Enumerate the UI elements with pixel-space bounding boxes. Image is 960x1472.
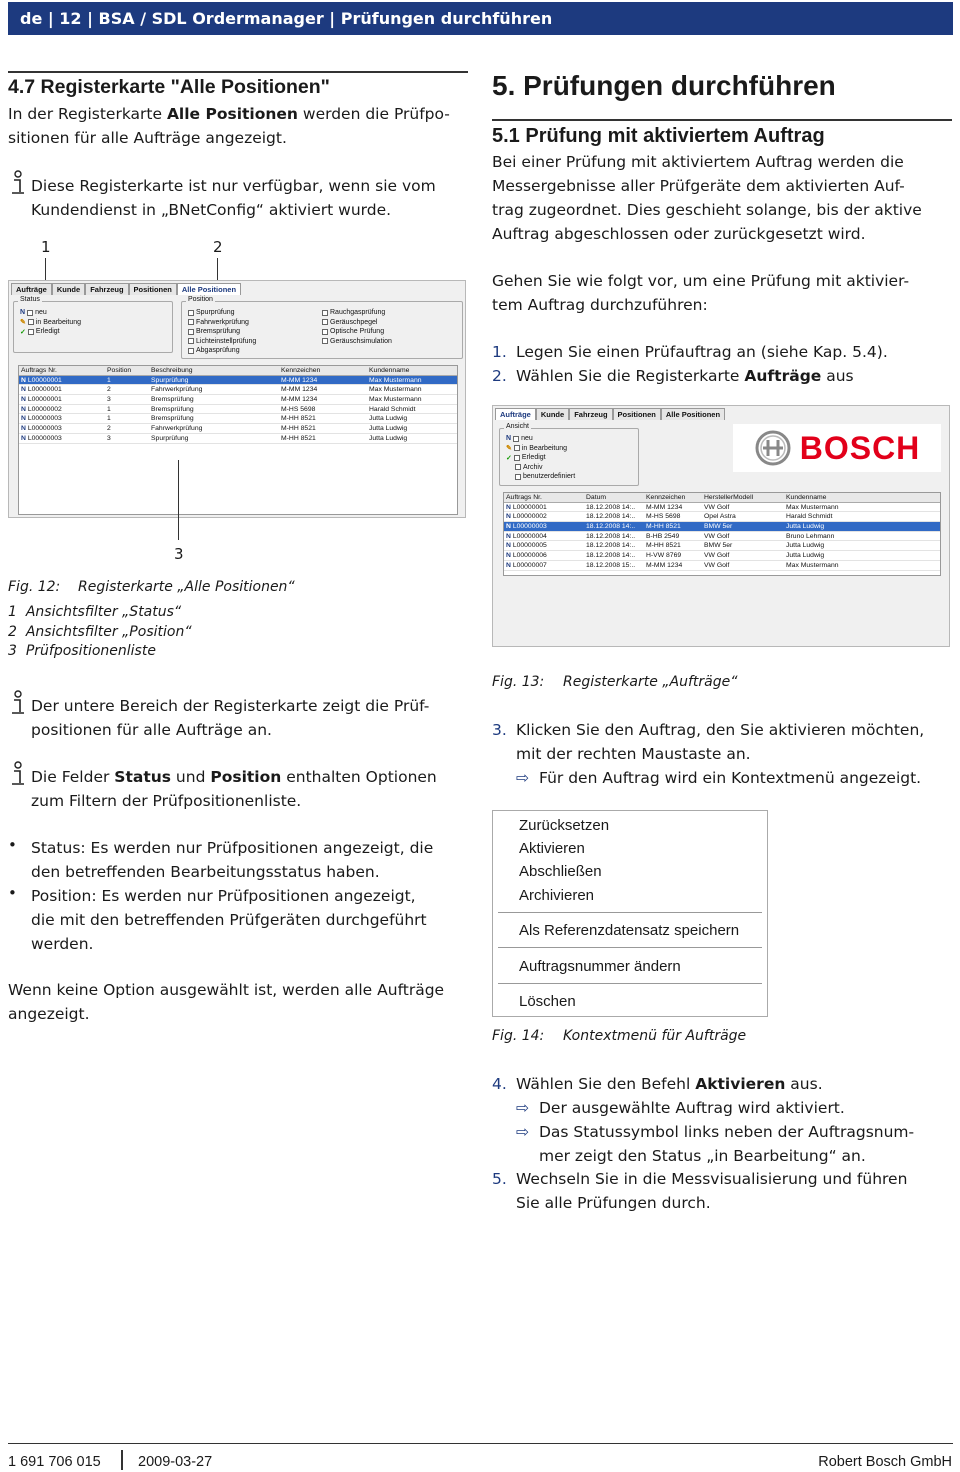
pos-opt-geraeusch[interactable]: Geräuschpegel — [322, 318, 392, 328]
table-cell: Spurprüfung — [151, 376, 189, 384]
col-kundenname[interactable]: Kundenname — [786, 494, 827, 501]
tab-bar — [495, 408, 725, 420]
bosch-armature-icon — [754, 429, 792, 467]
page-header: de | 12 | BSA / SDL Ordermanager | Prüfungen durchführen — [8, 2, 953, 35]
table-cell: BMW 5er — [704, 542, 733, 550]
table-cell: VW Golf — [704, 561, 730, 569]
step-4-text: Wählen Sie den Befehl Aktivieren aus. — [516, 1075, 823, 1093]
status-filter-title: Status — [20, 296, 40, 303]
table-cell: M-MM 1234 — [281, 376, 318, 384]
note-3-line-1: Die Felder Status und Position enthalten Optionen — [31, 768, 437, 786]
table-row[interactable] — [504, 551, 940, 561]
bullet-2-line-1: Position: Es werden nur Prüfpositionen angezeigt, — [31, 887, 416, 905]
step-5-number: 5. — [492, 1170, 507, 1188]
table-cell: Max Mustermann — [369, 396, 422, 404]
table-cell: N L00000002 — [506, 513, 547, 521]
result-arrow-icon: ⇨ — [516, 1099, 529, 1117]
table-cell: M-HS 5698 — [646, 513, 681, 521]
table-cell: M-MM 1234 — [646, 503, 683, 511]
paragraph-2: Gehen Sie wie folgt vor, um eine Prüfung mit aktivier- tem Auftrag durchzuführen: — [492, 272, 910, 314]
table-cell: 18.12.2008 14:.. — [586, 532, 636, 540]
table-cell: VW Golf — [704, 552, 730, 560]
table-cell: M-HH 8521 — [646, 523, 681, 531]
table-cell: VW Golf — [704, 532, 730, 540]
bullet-1-line-2: den betreffenden Bearbeitungsstatus haben. — [31, 863, 380, 881]
table-cell: Jutta Ludwig — [786, 552, 825, 560]
pos-opt-optisch[interactable]: Optische Prüfung — [322, 327, 392, 337]
tab-fahrzeug[interactable]: Fahrzeug — [569, 408, 612, 420]
step-5-line-2: Sie alle Prüfungen durch. — [516, 1194, 711, 1212]
table-cell: Jutta Ludwig — [786, 542, 825, 550]
status-new-icon: N — [506, 561, 513, 569]
pos-opt-rauchgas[interactable]: Rauchgasprüfung — [322, 308, 392, 318]
table-cell: Bruno Lehmann — [786, 532, 835, 540]
status-new-icon: N — [21, 405, 28, 413]
bullet-2-line-2: die mit den betreffenden Prüfgeräten durchgeführt — [31, 911, 427, 929]
table-cell: Spurprüfung — [151, 434, 189, 442]
paragraph-1: Bei einer Prüfung mit aktiviertem Auftrag werden die Messergebnisse aller Prüfgeräte dem aktivierten Auf- trag zugeordnet. Dies geschieht solange, bis der aktive Auftrag abgeschlossen oder zurückgesetzt wird. — [492, 153, 922, 243]
menu-item-zuruecksetzen[interactable]: Zurücksetzen — [519, 817, 610, 834]
table-cell: B-HB 2549 — [646, 532, 680, 540]
table-cell: 18.12.2008 14:.. — [586, 503, 636, 511]
info-icon — [8, 170, 28, 196]
bullet-2-line-3: werden. — [31, 935, 94, 953]
pos-opt-spur[interactable]: Spurprüfung — [188, 308, 256, 318]
status-new-icon: N — [21, 386, 28, 394]
status-new-icon: N — [506, 523, 513, 531]
note-3-line-2: zum Filtern der Prüfpositionenliste. — [31, 792, 302, 810]
status-new-icon: N — [21, 425, 28, 433]
table-row[interactable] — [19, 385, 457, 395]
menu-separator — [498, 912, 762, 913]
table-cell: Jutta Ludwig — [786, 523, 825, 531]
table-row[interactable] — [504, 532, 940, 542]
table-cell: H-VW 8769 — [646, 552, 682, 560]
col-kennzeichen[interactable]: Kennzeichen — [281, 367, 321, 374]
col-datum[interactable]: Datum — [586, 494, 607, 501]
callout-3-line — [178, 460, 179, 540]
screenshot-auftraege — [492, 405, 950, 647]
menu-item-abschliessen[interactable]: Abschließen — [519, 863, 602, 880]
fig-14-title: Kontextmenü für Aufträge — [563, 1028, 747, 1044]
result-arrow-icon: ⇨ — [516, 1123, 529, 1141]
result-arrow-icon: ⇨ — [516, 769, 529, 787]
table-row[interactable] — [19, 424, 457, 434]
menu-item-aktivieren[interactable]: Aktivieren — [519, 840, 585, 857]
table-row[interactable] — [504, 512, 940, 522]
table-cell: M-HH 8521 — [281, 425, 316, 433]
pos-opt-fahrwerk[interactable]: Fahrwerkprüfung — [188, 318, 256, 328]
tab-alle-positionen[interactable]: Alle Positionen — [177, 283, 241, 295]
note-1-line-2: Kundendienst in „BNetConfig“ aktiviert wurde. — [31, 201, 392, 219]
bosch-logo-area — [733, 424, 941, 472]
col-auftrags-nr[interactable]: Auftrags Nr. — [506, 494, 542, 501]
status-filter-group — [13, 296, 173, 353]
context-menu — [492, 810, 768, 1017]
status-new-icon: N — [21, 434, 28, 442]
table-cell: N L00000005 — [506, 542, 547, 550]
table-cell: N L00000001 — [21, 376, 62, 384]
table-cell: N L00000003 — [21, 434, 62, 442]
footer-docnum: 1 691 706 015 — [8, 1454, 101, 1470]
step-4-result-1: Der ausgewählte Auftrag wird aktiviert. — [539, 1099, 845, 1117]
note-2-line-2: positionen für alle Aufträge an. — [31, 721, 272, 739]
table-cell: N L00000002 — [21, 405, 62, 413]
table-cell: BMW 5er — [704, 523, 733, 531]
menu-item-referenz[interactable]: Als Referenzdatensatz speichern — [519, 922, 740, 939]
footer-date: 2009-03-27 — [138, 1454, 213, 1470]
table-cell: M-HS 5698 — [281, 405, 316, 413]
status-opt-neu[interactable]: N neu — [20, 309, 47, 317]
fig-13-number: Fig. 13: — [492, 674, 545, 690]
table-cell: Jutta Ludwig — [369, 425, 408, 433]
step-2-number: 2. — [492, 367, 507, 385]
table-row[interactable] — [19, 405, 457, 415]
table-cell: Jutta Ludwig — [369, 434, 408, 442]
fig-14-number: Fig. 14: — [492, 1028, 545, 1044]
status-new-icon: N — [21, 376, 28, 384]
table-cell: Harald Schmidt — [786, 513, 833, 521]
view-opt-benutzerdefiniert[interactable]: benutzerdefiniert — [506, 472, 575, 482]
table-cell: Bremsprüfung — [151, 396, 194, 404]
table-cell: N L00000006 — [506, 552, 547, 560]
step-3-line-2: mit der rechten Maustaste an. — [516, 745, 751, 763]
pos-opt-simulation[interactable]: Geräuschsimulation — [322, 337, 392, 347]
tab-kunde[interactable]: Kunde — [52, 283, 85, 295]
position-filter-group — [181, 296, 463, 359]
status-opt-erledigt[interactable]: ✓ Erledigt — [20, 328, 60, 336]
step-1-number: 1. — [492, 343, 507, 361]
footer-company: Robert Bosch GmbH — [818, 1454, 952, 1470]
pos-opt-abgas[interactable]: Abgasprüfung — [188, 346, 256, 356]
footer-divider — [121, 1450, 123, 1470]
status-new-icon: N — [506, 542, 513, 550]
intro-line-1: In der Registerkarte Alle Positionen werden die Prüfpo- — [8, 105, 450, 123]
table-cell: Harald Schmidt — [369, 405, 416, 413]
step-3-line-1: Klicken Sie den Auftrag, den Sie aktivieren möchten, — [516, 721, 925, 739]
tab-auftraege[interactable]: Aufträge — [495, 408, 536, 420]
col-hersteller[interactable]: HerstellerModell — [704, 494, 754, 501]
orders-grid — [503, 492, 941, 576]
table-cell: N L00000007 — [506, 561, 547, 569]
col-kundenname[interactable]: Kundenname — [369, 367, 410, 374]
fig-12-legend — [8, 603, 192, 662]
table-cell: 18.12.2008 15:.. — [586, 561, 636, 569]
menu-item-archivieren[interactable]: Archivieren — [519, 887, 595, 904]
intro-line-2: sitionen für alle Aufträge angezeigt. — [8, 129, 287, 147]
fig-12-number: Fig. 12: — [8, 579, 61, 595]
table-row[interactable] — [19, 376, 457, 386]
table-cell: M-MM 1234 — [281, 386, 318, 394]
table-cell: M-MM 1234 — [281, 396, 318, 404]
table-cell: M-HH 8521 — [646, 542, 681, 550]
grid-header — [504, 493, 940, 503]
screenshot-alle-positionen — [8, 280, 466, 518]
status-new-icon: N — [506, 513, 513, 521]
table-cell: 1 — [107, 405, 111, 413]
tab-alle-positionen[interactable]: Alle Positionen — [661, 408, 725, 420]
callout-2: 2 — [213, 238, 223, 256]
table-cell: Fahrwerkprüfung — [151, 386, 203, 394]
table-cell: N L00000001 — [506, 503, 547, 511]
col-auftrags-nr[interactable]: Auftrags Nr. — [21, 367, 57, 374]
tab-fahrzeug[interactable]: Fahrzeug — [85, 283, 128, 295]
status-new-icon: N — [21, 396, 28, 404]
bullet-1-line-1: Status: Es werden nur Prüfpositionen angezeigt, die — [31, 839, 434, 857]
view-filter-group — [499, 423, 639, 486]
legend-item: 1 Ansichtsfilter „Status“ — [8, 604, 182, 620]
table-cell: 2 — [107, 386, 111, 394]
table-cell: Bremsprüfung — [151, 405, 194, 413]
callout-1: 1 — [41, 238, 51, 256]
legend-item: 3 Prüfpositionenliste — [8, 643, 156, 659]
step-4-number: 4. — [492, 1075, 507, 1093]
left-top-rule — [8, 71, 468, 73]
section-5-1-title: 5.1 Prüfung mit aktiviertem Auftrag — [492, 125, 825, 147]
note-1-line-1: Diese Registerkarte ist nur verfügbar, wenn sie vom — [31, 177, 436, 195]
table-row[interactable] — [504, 522, 940, 532]
table-cell: 18.12.2008 14:.. — [586, 542, 636, 550]
position-filter-title: Position — [188, 296, 213, 303]
footer-rule — [8, 1443, 953, 1444]
table-cell: Max Mustermann — [786, 561, 839, 569]
table-cell: N L00000004 — [506, 532, 547, 540]
step-5-line-1: Wechseln Sie in die Messvisualisierung und führen — [516, 1170, 908, 1188]
table-cell: VW Golf — [704, 503, 730, 511]
table-row[interactable] — [19, 434, 457, 444]
chapter-5-title: 5. Prüfungen durchführen — [492, 70, 836, 101]
table-cell: M-MM 1234 — [646, 561, 683, 569]
step-1-text: Legen Sie einen Prüfauftrag an (siehe Kap. 5.4). — [516, 343, 888, 361]
step-4-result-2a: Das Statussymbol links neben der Auftragsnum- — [539, 1123, 915, 1141]
tab-positionen[interactable]: Positionen — [613, 408, 661, 420]
table-cell: 3 — [107, 396, 111, 404]
info-icon — [8, 761, 28, 787]
table-cell: M-HH 8521 — [281, 415, 316, 423]
status-opt-bearbeitung[interactable]: ✎ in Bearbeitung — [20, 318, 82, 327]
table-cell: M-HH 8521 — [281, 434, 316, 442]
table-cell: 3 — [107, 434, 111, 442]
pos-opt-brems[interactable]: Bremsprüfung — [188, 327, 256, 337]
menu-item-nummer-aendern[interactable]: Auftragsnummer ändern — [519, 958, 681, 975]
table-cell: Opel Astra — [704, 513, 736, 521]
tab-positionen[interactable]: Positionen — [129, 283, 177, 295]
section-4-7-title: 4.7 Registerkarte "Alle Positionen" — [8, 76, 330, 98]
table-cell: 1 — [107, 415, 111, 423]
status-new-icon: N — [506, 532, 513, 540]
col-position[interactable]: Position — [107, 367, 132, 374]
bosch-logo: BOSCH — [799, 429, 921, 466]
table-cell: 2 — [107, 425, 111, 433]
table-cell: N L00000001 — [21, 396, 62, 404]
tab-bar — [11, 283, 241, 295]
fig-13-title: Registerkarte „Aufträge“ — [563, 674, 738, 690]
info-icon — [8, 690, 28, 716]
table-cell: Jutta Ludwig — [369, 415, 408, 423]
status-new-icon: N — [21, 415, 28, 423]
menu-separator — [498, 983, 762, 984]
view-opt-bearbeitung[interactable]: ✎ in Bearbeitung — [506, 444, 568, 453]
status-new-icon: N — [506, 552, 513, 560]
table-cell: 18.12.2008 14:.. — [586, 552, 636, 560]
final-line-2: angezeigt. — [8, 1005, 90, 1023]
view-opt-archiv[interactable]: Archiv — [506, 463, 575, 473]
view-opt-erledigt[interactable]: ✓ Erledigt — [506, 454, 546, 462]
bullet-icon: • — [8, 884, 17, 902]
step-3-number: 3. — [492, 721, 507, 739]
table-cell: 18.12.2008 14:.. — [586, 513, 636, 521]
status-new-icon: N — [506, 503, 513, 511]
table-row[interactable] — [504, 561, 940, 571]
step-4-result-2b: mer zeigt den Status „in Bearbeitung“ an. — [539, 1147, 866, 1165]
table-cell: 18.12.2008 14:.. — [586, 523, 636, 531]
fig-12-title: Registerkarte „Alle Positionen“ — [78, 579, 295, 595]
note-2-line-1: Der untere Bereich der Registerkarte zeigt die Prüf- — [31, 697, 430, 715]
step-2-text: Wählen Sie die Registerkarte Aufträge aus — [516, 367, 854, 385]
view-filter-title: Ansicht — [506, 423, 529, 430]
right-rule — [492, 119, 952, 121]
table-cell: Max Mustermann — [369, 376, 422, 384]
table-cell: Fahrwerkprüfung — [151, 425, 203, 433]
table-cell: Max Mustermann — [786, 503, 839, 511]
table-row[interactable] — [19, 414, 457, 424]
bullet-icon: • — [8, 836, 17, 854]
pos-opt-licht[interactable]: Lichteinstellprüfung — [188, 337, 256, 347]
table-cell: 1 — [107, 376, 111, 384]
tab-auftraege[interactable]: Aufträge — [11, 283, 52, 295]
view-opt-neu[interactable]: N neu — [506, 435, 533, 443]
table-cell: N L00000003 — [21, 425, 62, 433]
menu-separator — [498, 947, 762, 948]
positions-grid — [18, 365, 458, 515]
legend-item: 2 Ansichtsfilter „Position“ — [8, 623, 192, 640]
table-cell: Bremsprüfung — [151, 415, 194, 423]
table-cell: N L00000003 — [21, 415, 62, 423]
grid-header — [19, 366, 457, 376]
table-row[interactable] — [19, 395, 457, 405]
step-3-result: Für den Auftrag wird ein Kontextmenü angezeigt. — [539, 769, 922, 787]
col-kennzeichen[interactable]: Kennzeichen — [646, 494, 686, 501]
callout-3: 3 — [174, 545, 184, 563]
final-line-1: Wenn keine Option ausgewählt ist, werden alle Aufträge — [8, 981, 445, 999]
table-row[interactable] — [504, 503, 940, 513]
table-cell: N L00000001 — [21, 386, 62, 394]
menu-item-loeschen[interactable]: Löschen — [519, 993, 576, 1010]
col-beschreibung[interactable]: Beschreibung — [151, 367, 193, 374]
table-cell: Max Mustermann — [369, 386, 422, 394]
table-row[interactable] — [504, 541, 940, 551]
tab-kunde[interactable]: Kunde — [536, 408, 569, 420]
table-cell: N L00000003 — [506, 523, 547, 531]
